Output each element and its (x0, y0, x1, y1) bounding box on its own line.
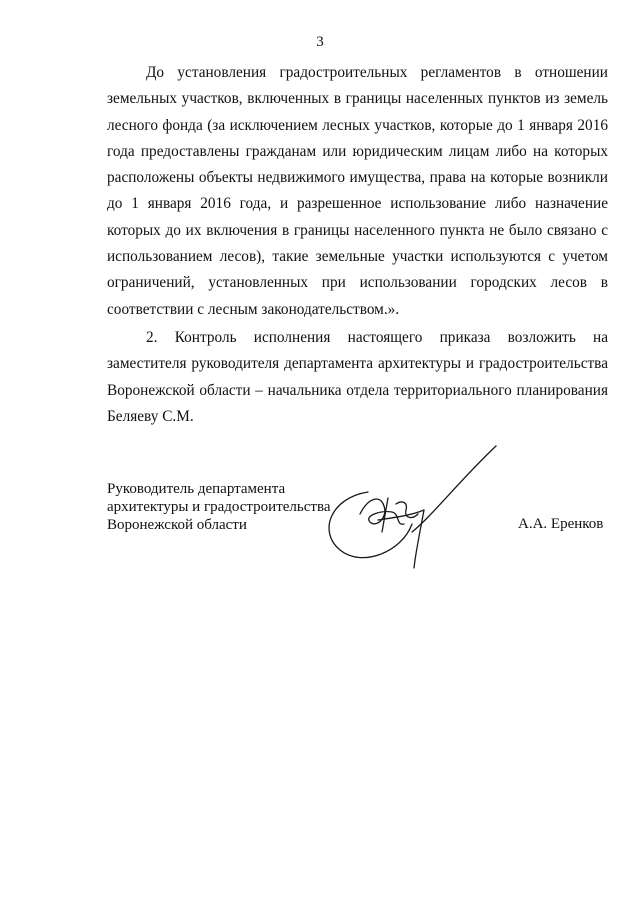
signatory-position (107, 480, 330, 534)
paragraph-regulations: До установления градостроительных регламентов в отношении земельных участков, включенных в границы населенных пунктов из земель лесного фонда (за исключением лесных участков, которые до 1 января 2016 года предоставлены гражданам или юридическим лицам либо на которых расположены объекты недвижимого имущества, права на которые возникли до 1 января 2016 года, и разрешенное использование либо назначение которых до их включения в границы населенного пункта не было связано с использованием лесов), такие земельные участки используются с учетом ограничений, установленных при использовании городских лесов в соответствии с лесным законодательством.». (107, 64, 608, 318)
signatory-position-line: Руководитель департамента (107, 481, 286, 497)
page-number: 3 (316, 34, 324, 50)
signatory-position-line: Воронежской области (107, 517, 247, 533)
document-body (107, 60, 608, 430)
signer-name: А.А. Еренков (518, 516, 604, 532)
signatory-position-line: архитектуры и градостроительства (107, 499, 331, 515)
handwritten-signature (300, 440, 520, 570)
paragraph-control-clause: 2. Контроль исполнения настоящего приказа возложить на заместителя руководителя департамента архитектуры и градостроительства Воронежской области – начальника отдела территориального планирования Беляеву С.М. (107, 328, 608, 425)
